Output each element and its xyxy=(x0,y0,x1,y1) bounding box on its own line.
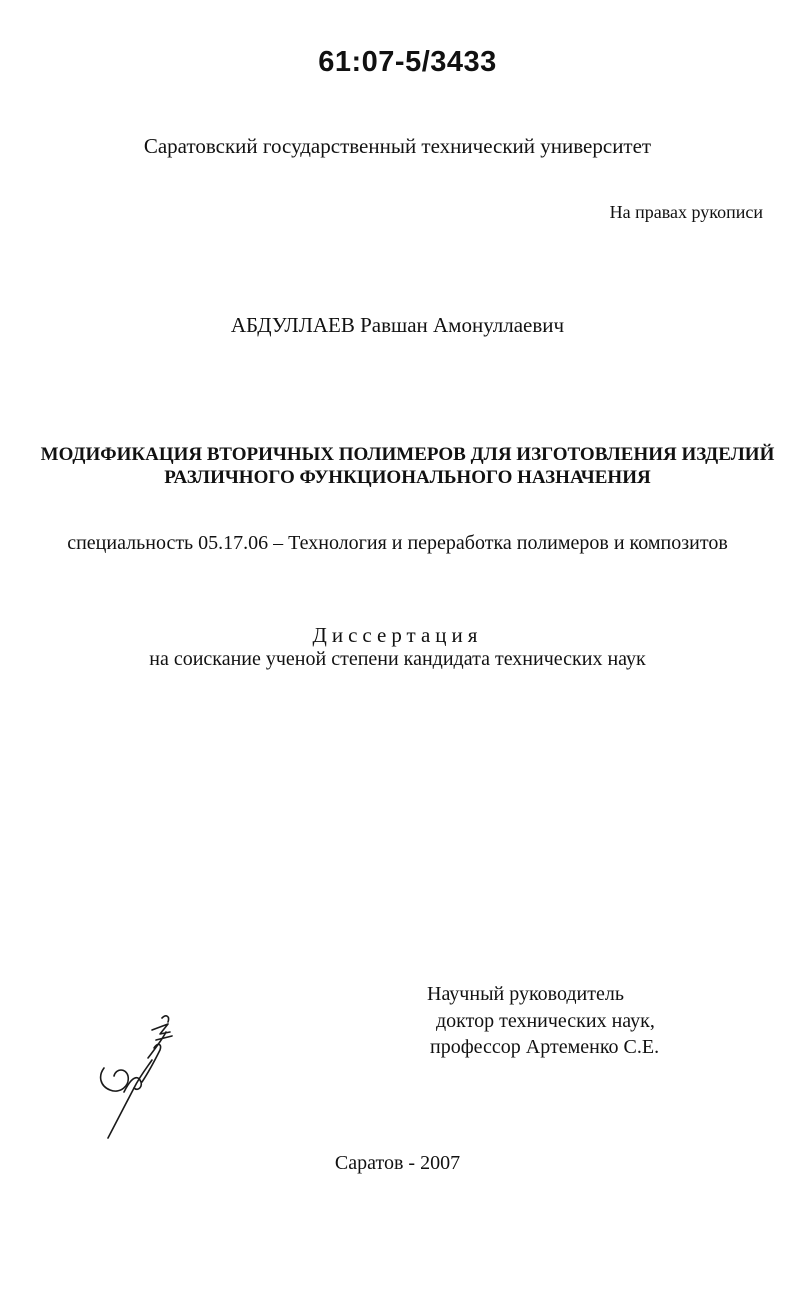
author-name: АБДУЛЛАЕВ Равшан Амонуллаевич xyxy=(230,313,565,337)
thesis-type: Диссертация xyxy=(312,623,483,647)
specialty: специальность 05.17.06 – Технология и переработка полимеров и композитов xyxy=(67,532,728,554)
place-and-year: Саратов - 2007 xyxy=(334,1152,461,1174)
handwritten-signature xyxy=(90,1010,190,1140)
archive-code: 61:07-5/3433 xyxy=(318,46,497,78)
supervisor-degree: доктор технических наук, xyxy=(436,1010,655,1032)
university-name: Саратовский государственный технический университет xyxy=(143,134,652,158)
degree-sought: на соискание ученой степени кандидата технических наук xyxy=(149,648,646,670)
thesis-title xyxy=(40,443,775,489)
supervisor-label: Научный руководитель xyxy=(427,983,624,1005)
thesis-title-line-2: РАЗЛИЧНОГО ФУНКЦИОНАЛЬНОГО НАЗНАЧЕНИЯ xyxy=(164,467,651,488)
thesis-title-line-1: МОДИФИКАЦИЯ ВТОРИЧНЫХ ПОЛИМЕРОВ ДЛЯ ИЗГОТОВЛЕНИЯ ИЗДЕЛИЙ xyxy=(40,444,775,465)
manuscript-rights-note: На правах рукописи xyxy=(609,202,763,222)
supervisor-name: профессор Артеменко С.Е. xyxy=(430,1036,660,1058)
